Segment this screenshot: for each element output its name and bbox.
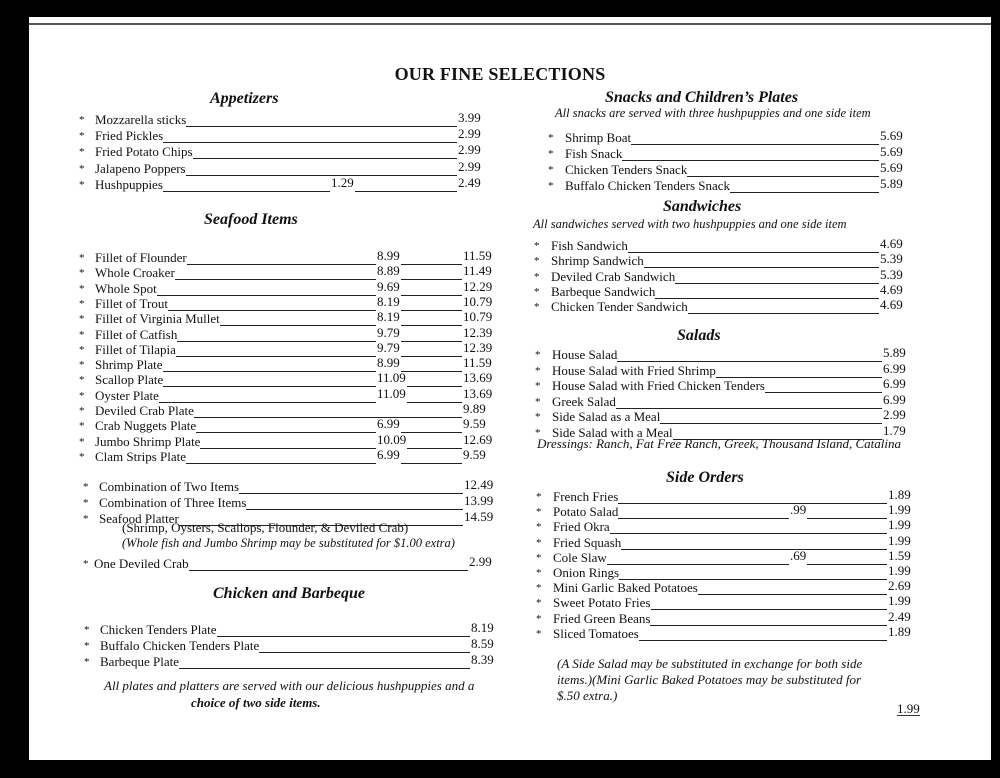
item-price: 12.39 xyxy=(463,324,493,340)
item-price: 11.59 xyxy=(463,248,492,263)
item-price: 13.69 xyxy=(463,370,493,386)
item-name: Shrimp Boat xyxy=(565,130,632,145)
item-price: 5.39 xyxy=(880,266,903,282)
menu-item xyxy=(548,146,920,161)
menu-item xyxy=(79,112,498,127)
item-price: 9.89 xyxy=(463,401,486,416)
leader-line xyxy=(186,175,457,176)
bullet-icon: * xyxy=(79,328,85,341)
item-price: 9.59 xyxy=(463,416,486,432)
leader-line xyxy=(186,463,376,464)
item-name: Cole Slaw xyxy=(553,549,607,565)
page-title: OUR FINE SELECTIONS xyxy=(394,64,606,84)
item-name: Combination of Three Items xyxy=(99,495,247,510)
item-small-price: 6.99 xyxy=(377,446,400,462)
menu-item xyxy=(536,580,928,595)
item-small-price: 10.09 xyxy=(377,431,407,447)
item-name: Fillet of Virginia Mullet xyxy=(95,311,220,327)
item-price: 8.19 xyxy=(471,620,494,635)
plates-footer-line2: choice of two side items. xyxy=(191,695,321,710)
item-name: Chicken Tender Sandwich xyxy=(551,299,688,315)
menu-item xyxy=(536,532,928,550)
item-price: 9.59 xyxy=(463,446,486,462)
menu-item xyxy=(79,144,498,159)
plates-footer-line1: All plates and platters are served with our delicious hushpuppies and a xyxy=(104,678,475,693)
item-price: 3.99 xyxy=(458,110,481,125)
bullet-icon: * xyxy=(79,435,85,448)
item-name: Fillet of Flounder xyxy=(95,250,187,265)
leader-line xyxy=(355,191,457,192)
item-price: 2.49 xyxy=(888,608,911,624)
sides-note-line1: (A Side Salad may be substituted in exchange for both side xyxy=(557,656,863,671)
item-name: Clam Strips Plate xyxy=(95,448,186,464)
bullet-icon: * xyxy=(79,389,85,402)
menu-item xyxy=(79,418,503,433)
item-price: 6.99 xyxy=(883,360,906,376)
snacks-note: All snacks are served with three hushpuppies and one side item xyxy=(555,106,871,120)
menu-item xyxy=(79,265,503,280)
chicken-heading: Chicken and Barbeque xyxy=(213,585,366,602)
leader-line xyxy=(217,636,470,637)
bullet-icon: * xyxy=(536,612,542,625)
leader-line xyxy=(631,144,879,145)
item-price: 6.99 xyxy=(883,376,906,391)
bullet-icon: * xyxy=(79,359,85,372)
item-price: 1.89 xyxy=(888,487,911,502)
item-small-price: 9.69 xyxy=(377,278,400,294)
bullet-icon: * xyxy=(79,297,85,310)
menu-item xyxy=(534,238,920,253)
bullet-icon: * xyxy=(79,405,85,417)
platter-note: (Whole fish and Jumbo Shrimp may be substituted for $1.00 extra) xyxy=(122,536,455,550)
item-name: Whole Spot xyxy=(95,280,157,296)
item-price: 5.69 xyxy=(880,160,903,175)
item-small-price: 8.19 xyxy=(377,293,400,309)
leader-line xyxy=(246,509,463,510)
item-name: Buffalo Chicken Tenders Plate xyxy=(100,638,260,653)
item-price: 2.99 xyxy=(469,554,492,569)
item-name: Fillet of Catfish xyxy=(95,326,178,342)
item-name: Mozzarella sticks xyxy=(95,112,187,127)
menu-item xyxy=(84,622,511,637)
bullet-icon: * xyxy=(534,285,540,298)
bullet-icon: * xyxy=(79,267,85,280)
menu-item xyxy=(79,357,503,372)
item-name: Scallop Plate xyxy=(95,372,164,388)
leader-line xyxy=(163,142,457,143)
snacks-heading: Snacks and Children’s Plates xyxy=(605,89,799,106)
bullet-icon: * xyxy=(535,395,541,408)
menu-item xyxy=(79,293,503,311)
item-name: Fillet of Trout xyxy=(95,295,168,311)
item-small-price: 9.79 xyxy=(377,324,400,340)
menu-item xyxy=(536,565,928,580)
item-name: House Salad with Fried Chicken Tenders xyxy=(552,378,765,393)
salad-dressings: Dressings: Ranch, Fat Free Ranch, Greek, Thousand Island, Catalina xyxy=(537,436,901,451)
item-price: 13.69 xyxy=(463,385,493,401)
item-name: Side Salad as a Meal xyxy=(552,409,661,424)
bullet-icon: * xyxy=(534,240,540,252)
item-name: Chicken Tenders Snack xyxy=(565,162,688,177)
menu-item xyxy=(83,479,504,494)
top-rule xyxy=(29,23,991,25)
item-price: 1.99 xyxy=(888,532,911,548)
leader-line xyxy=(259,652,470,653)
bullet-icon: * xyxy=(79,374,85,387)
leader-line xyxy=(163,191,330,192)
bullet-icon: * xyxy=(534,255,540,268)
bullet-icon: * xyxy=(535,426,541,439)
bullet-icon: * xyxy=(534,301,540,314)
menu-item xyxy=(536,608,928,626)
item-name: Fried Pickles xyxy=(95,128,164,144)
leader-line xyxy=(189,570,468,571)
item-price: 2.99 xyxy=(883,407,906,422)
sandwiches-note: All sandwiches served with two hushpuppies and one side item xyxy=(533,217,847,231)
bullet-icon: * xyxy=(79,343,85,356)
leader-line xyxy=(239,493,463,494)
item-price: 2.99 xyxy=(458,158,481,174)
leader-line xyxy=(639,640,887,641)
item-small-price: 8.99 xyxy=(377,248,400,263)
menu-item xyxy=(535,347,923,362)
item-price: 1.99 xyxy=(888,502,911,518)
item-name: French Fries xyxy=(553,489,619,504)
bullet-icon: * xyxy=(534,270,540,283)
menu-item xyxy=(79,158,498,176)
item-price: 5.89 xyxy=(883,345,906,360)
bullet-icon: * xyxy=(535,380,541,392)
menu-item xyxy=(79,311,503,326)
menu-item xyxy=(79,446,503,464)
menu-item xyxy=(535,360,923,378)
item-small-price: 1.29 xyxy=(331,174,354,190)
item-price: 5.69 xyxy=(880,144,903,159)
item-price: 1.99 xyxy=(888,593,911,609)
menu-item xyxy=(79,372,503,387)
item-name: Buffalo Chicken Tenders Snack xyxy=(565,178,731,193)
item-name: Barbeque Plate xyxy=(100,654,180,669)
item-price: 1.89 xyxy=(888,623,911,639)
bullet-icon: * xyxy=(536,582,542,595)
item-price: 12.39 xyxy=(463,339,493,355)
leader-line xyxy=(622,160,879,161)
menu-item xyxy=(536,595,928,610)
item-price: 10.79 xyxy=(463,309,493,325)
menu-item xyxy=(79,339,503,357)
bullet-icon: * xyxy=(548,180,554,192)
item-name: Crab Nuggets Plate xyxy=(95,418,197,434)
menu-item xyxy=(536,547,928,565)
item-name: Barbeque Sandwich xyxy=(551,283,656,299)
menu-item xyxy=(536,504,928,519)
item-name: House Salad with Fried Shrimp xyxy=(552,362,716,378)
menu-item xyxy=(83,556,509,571)
item-name: Deviled Crab Sandwich xyxy=(551,268,676,284)
item-name: Greek Salad xyxy=(552,393,616,409)
item-name: Fish Snack xyxy=(565,146,623,161)
item-name: House Salad xyxy=(552,347,618,362)
item-name: Shrimp Plate xyxy=(95,357,163,373)
menu-item xyxy=(536,489,928,504)
menu-item xyxy=(79,128,498,143)
menu-item xyxy=(79,385,503,403)
item-price: 4.69 xyxy=(880,297,903,313)
seafood-heading: Seafood Items xyxy=(204,211,298,228)
item-price: 11.49 xyxy=(463,263,492,279)
menu-item xyxy=(536,519,928,534)
menu-item xyxy=(535,409,923,424)
menu-item xyxy=(536,623,928,641)
item-price: 8.59 xyxy=(471,636,494,651)
item-price: 8.39 xyxy=(471,652,494,667)
item-price: 12.49 xyxy=(464,477,494,492)
item-small-price: .69 xyxy=(790,547,807,563)
item-price: 11.59 xyxy=(463,355,492,371)
menu-item xyxy=(534,281,920,299)
item-name: Oyster Plate xyxy=(95,387,159,403)
menu-item xyxy=(534,266,920,284)
item-name: One Deviled Crab xyxy=(94,556,189,571)
salads-heading: Salads xyxy=(677,327,721,344)
bullet-icon: * xyxy=(83,558,89,570)
bullet-icon: * xyxy=(536,536,542,549)
menu-item xyxy=(534,253,920,268)
leader-line xyxy=(186,126,457,127)
bullet-icon: * xyxy=(536,521,542,534)
bullet-icon: * xyxy=(548,132,554,144)
item-name: Chicken Tenders Plate xyxy=(100,622,217,637)
leader-line xyxy=(688,313,879,314)
item-small-price: 9.79 xyxy=(377,339,400,355)
item-small-price: 8.99 xyxy=(377,355,400,371)
item-name: Fried Okra xyxy=(553,519,610,535)
item-name: Fried Potato Chips xyxy=(95,144,193,160)
bullet-icon: * xyxy=(548,164,554,176)
item-price: 5.69 xyxy=(880,128,903,143)
item-name: Potato Salad xyxy=(553,504,619,520)
item-name: Deviled Crab Plate xyxy=(95,403,194,418)
menu-item xyxy=(535,391,923,409)
bullet-icon: * xyxy=(536,627,542,640)
item-name: Fillet of Tilapia xyxy=(95,341,176,357)
bullet-icon: * xyxy=(536,491,542,503)
item-name: Sweet Potato Fries xyxy=(553,595,651,611)
menu-item xyxy=(548,130,920,145)
bullet-icon: * xyxy=(535,349,541,361)
item-price: 4.69 xyxy=(880,236,903,251)
menu-item xyxy=(79,403,503,418)
bullet-icon: * xyxy=(79,420,85,433)
bullet-icon: * xyxy=(536,567,542,579)
item-name: Seafood Platter xyxy=(99,511,179,526)
bullet-icon: * xyxy=(79,114,85,126)
item-name: Fried Squash xyxy=(553,534,622,550)
bullet-icon: * xyxy=(79,146,85,159)
item-name: Whole Croaker xyxy=(95,265,175,281)
item-price: 1.59 xyxy=(888,547,911,563)
leader-line xyxy=(687,176,879,177)
menu-item xyxy=(535,378,923,393)
menu-item xyxy=(84,638,511,653)
leader-line xyxy=(730,192,879,193)
bullet-icon: * xyxy=(84,624,90,636)
item-name: Hushpuppies xyxy=(95,176,163,192)
stray-price: 1.99 xyxy=(897,701,920,716)
menu-item xyxy=(79,278,503,296)
item-price: 5.39 xyxy=(880,251,903,267)
item-name: Shrimp Sandwich xyxy=(551,253,644,269)
bullet-icon: * xyxy=(84,656,90,668)
bullet-icon: * xyxy=(83,497,89,509)
bullet-icon: * xyxy=(84,640,90,652)
item-small-price: 11.09 xyxy=(377,385,406,401)
item-price: 14.59 xyxy=(464,509,494,524)
bullet-icon: * xyxy=(79,130,85,143)
item-name: Jalapeno Poppers xyxy=(95,160,186,176)
bullet-icon: * xyxy=(536,551,542,564)
item-name: Side Salad with a Meal xyxy=(552,424,673,440)
menu-item xyxy=(79,431,503,449)
platter-contents: (Shrimp, Oysters, Scallops, Flounder, & Deviled Crab) xyxy=(122,520,409,535)
item-name: Fish Sandwich xyxy=(551,238,628,253)
item-price: 10.79 xyxy=(463,293,493,309)
appetizers-heading: Appetizers xyxy=(210,90,279,107)
item-price: 12.69 xyxy=(463,431,493,447)
bullet-icon: * xyxy=(79,162,85,175)
menu-item xyxy=(534,299,920,314)
menu-item xyxy=(83,495,504,510)
item-price: 2.99 xyxy=(458,126,481,142)
bullet-icon: * xyxy=(536,506,542,519)
item-name: Jumbo Shrimp Plate xyxy=(95,433,201,449)
leader-line xyxy=(179,668,470,669)
sides-note-line3: $.50 extra.) xyxy=(557,688,618,703)
item-price: 12.29 xyxy=(463,278,493,294)
leader-line xyxy=(193,158,457,159)
item-name: Fried Green Beans xyxy=(553,610,651,626)
bullet-icon: * xyxy=(79,178,85,191)
item-price: 1.99 xyxy=(888,563,911,578)
item-price: 13.99 xyxy=(464,493,494,508)
bullet-icon: * xyxy=(79,252,85,264)
item-name: Combination of Two Items xyxy=(99,479,240,494)
menu-item xyxy=(548,178,920,193)
item-name: Onion Rings xyxy=(553,565,620,580)
bullet-icon: * xyxy=(536,597,542,610)
item-small-price: .99 xyxy=(790,502,807,518)
bullet-icon: * xyxy=(535,411,541,423)
menu-item xyxy=(79,174,498,192)
bullet-icon: * xyxy=(79,313,85,326)
item-small-price: 11.09 xyxy=(377,370,406,386)
item-price: 2.69 xyxy=(888,578,911,594)
item-price: 5.89 xyxy=(880,176,903,191)
item-small-price: 8.89 xyxy=(377,263,400,279)
bullet-icon: * xyxy=(548,148,554,160)
menu-item xyxy=(79,250,503,265)
sandwiches-heading: Sandwiches xyxy=(663,198,742,215)
item-small-price: 6.99 xyxy=(377,416,400,432)
item-price: 2.49 xyxy=(458,174,481,190)
menu-item xyxy=(548,162,920,177)
item-price: 2.99 xyxy=(458,142,481,158)
item-small-price: 8.19 xyxy=(377,309,400,325)
leader-line xyxy=(401,463,462,464)
menu-item xyxy=(84,654,511,669)
sides-heading: Side Orders xyxy=(666,469,744,486)
item-name: Sliced Tomatoes xyxy=(553,625,639,641)
item-price: 6.99 xyxy=(883,391,906,407)
sides-note-line2: items.)(Mini Garlic Baked Potatoes may be substituted for xyxy=(557,672,862,687)
bullet-icon: * xyxy=(535,364,541,377)
bullet-icon: * xyxy=(79,282,85,295)
item-price: 4.69 xyxy=(880,281,903,297)
bullet-icon: * xyxy=(83,481,89,493)
menu-item xyxy=(79,324,503,342)
item-price: 1.99 xyxy=(888,517,911,533)
item-price: 1.79 xyxy=(883,422,906,438)
bullet-icon: * xyxy=(83,513,89,525)
bullet-icon: * xyxy=(79,450,85,463)
item-name: Mini Garlic Baked Potatoes xyxy=(553,580,698,596)
